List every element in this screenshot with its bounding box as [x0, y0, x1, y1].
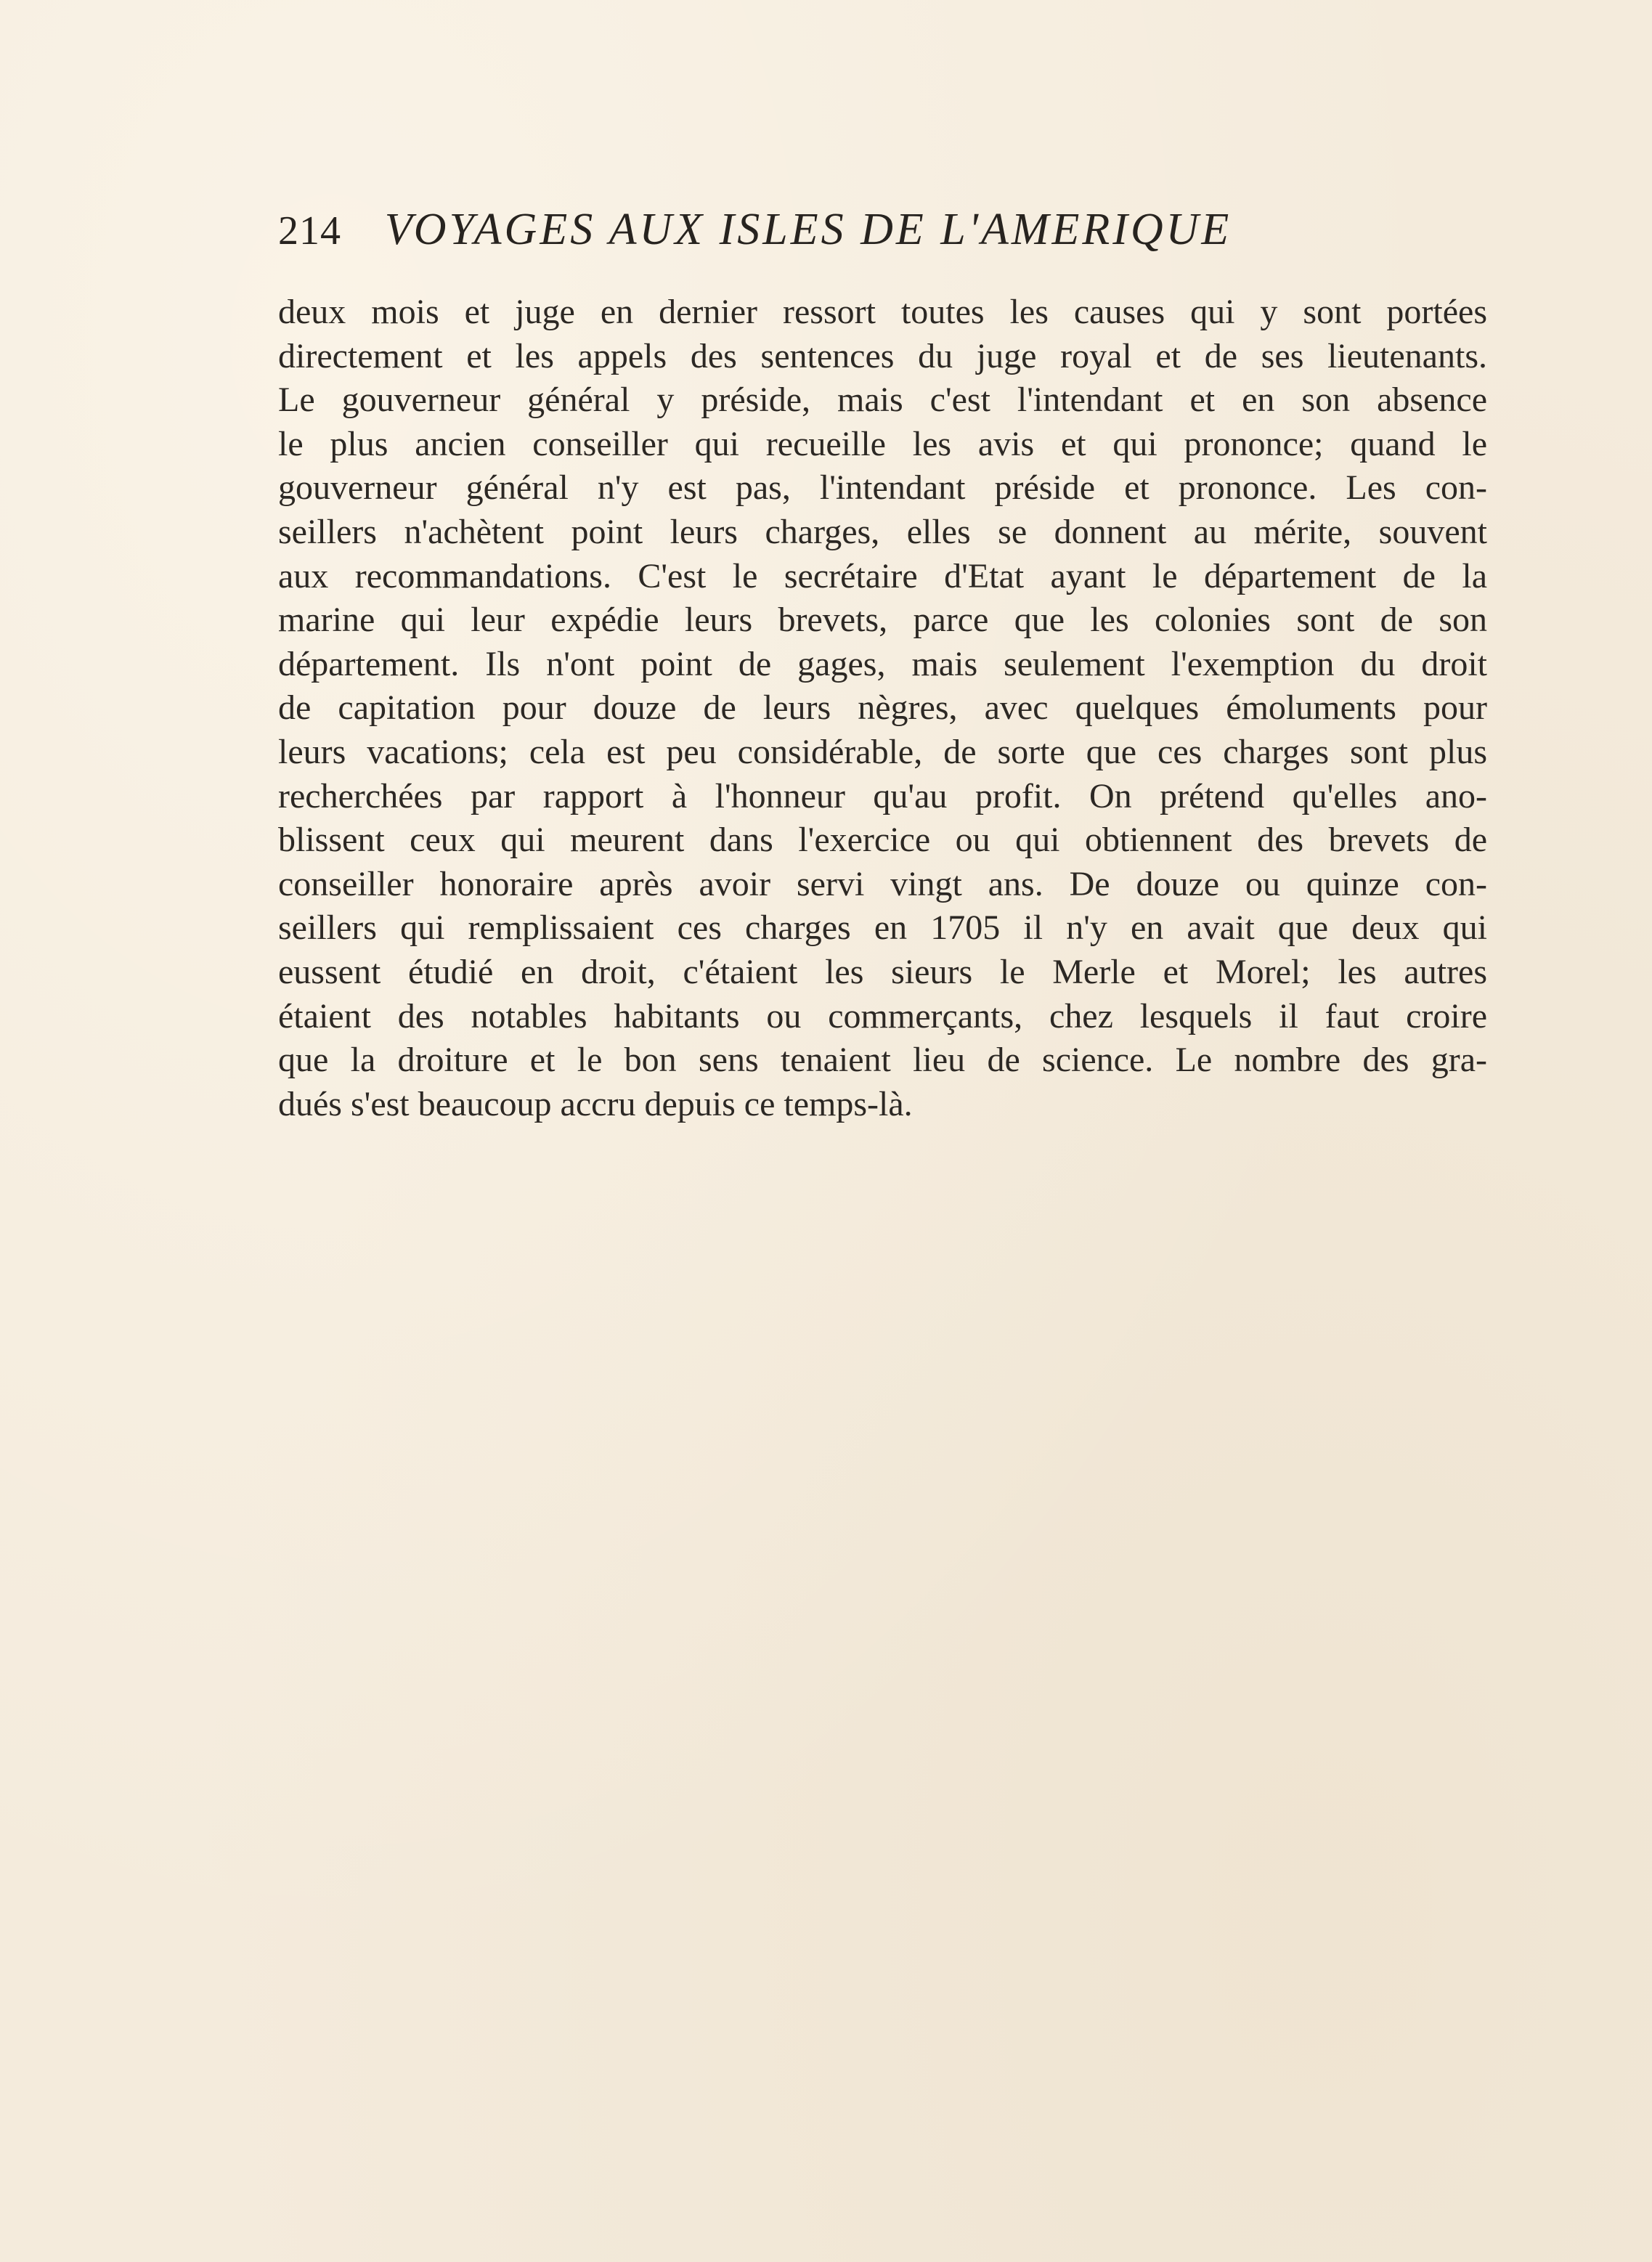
text-line: blissent ceux qui meurent dans l'exercice ou qui obtiennent des brevets de [278, 821, 1487, 860]
text-line: que la droiture et le bon sens tenaient lieu de science. Le nombre des gra- [278, 1041, 1487, 1080]
running-head [278, 196, 1484, 261]
text-line: recherchées par rapport à l'honneur qu'au profit. On prétend qu'elles ano- [278, 776, 1487, 815]
text-line: seillers n'achètent point leurs charges, elles se donnent au mérite, souvent [278, 512, 1487, 551]
text-line: le plus ancien conseiller qui recueille les avis et qui prononce; quand le [278, 424, 1487, 463]
running-title: VOYAGES AUX ISLES DE L'AMERIQUE [384, 205, 1232, 254]
text-line: gouverneur général n'y est pas, l'intendant préside et prononce. Les con- [278, 468, 1487, 508]
text-line: Le gouverneur général y préside, mais c'est l'intendant et en son absence [278, 381, 1487, 420]
text-line: eussent étudié en droit, c'étaient les sieurs le Merle et Morel; les autres [278, 952, 1487, 991]
text-line-last: dués s'est beaucoup accru depuis ce temps-là. [278, 1084, 913, 1123]
text-line: deux mois et juge en dernier ressort toutes les causes qui y sont portées [278, 293, 1487, 331]
text-line: directement et les appels des sentences du juge royal et de ses lieutenants. [278, 336, 1487, 375]
text-line: étaient des notables habitants ou commerçants, chez lesquels il faut croire [278, 996, 1487, 1036]
text-line: marine qui leur expédie leurs brevets, parce que les colonies sont de son [278, 601, 1487, 640]
text-line: de capitation pour douze de leurs nègres, avec quelques émoluments pour [278, 688, 1487, 728]
body-paragraph [278, 290, 1487, 1126]
page-number: 214 [278, 208, 341, 253]
text-line: leurs vacations; cela est peu considérable, de sorte que ces charges sont plus [278, 732, 1487, 771]
text-line: département. Ils n'ont point de gages, mais seulement l'exemption du droit [278, 644, 1487, 683]
text-line: seillers qui remplissaient ces charges en 1705 il n'y en avait que deux qui [278, 908, 1487, 948]
text-line: conseiller honoraire après avoir servi vingt ans. De douze ou quinze con- [278, 864, 1487, 903]
text-line: aux recommandations. C'est le secrétaire d'Etat ayant le département de la [278, 556, 1487, 595]
